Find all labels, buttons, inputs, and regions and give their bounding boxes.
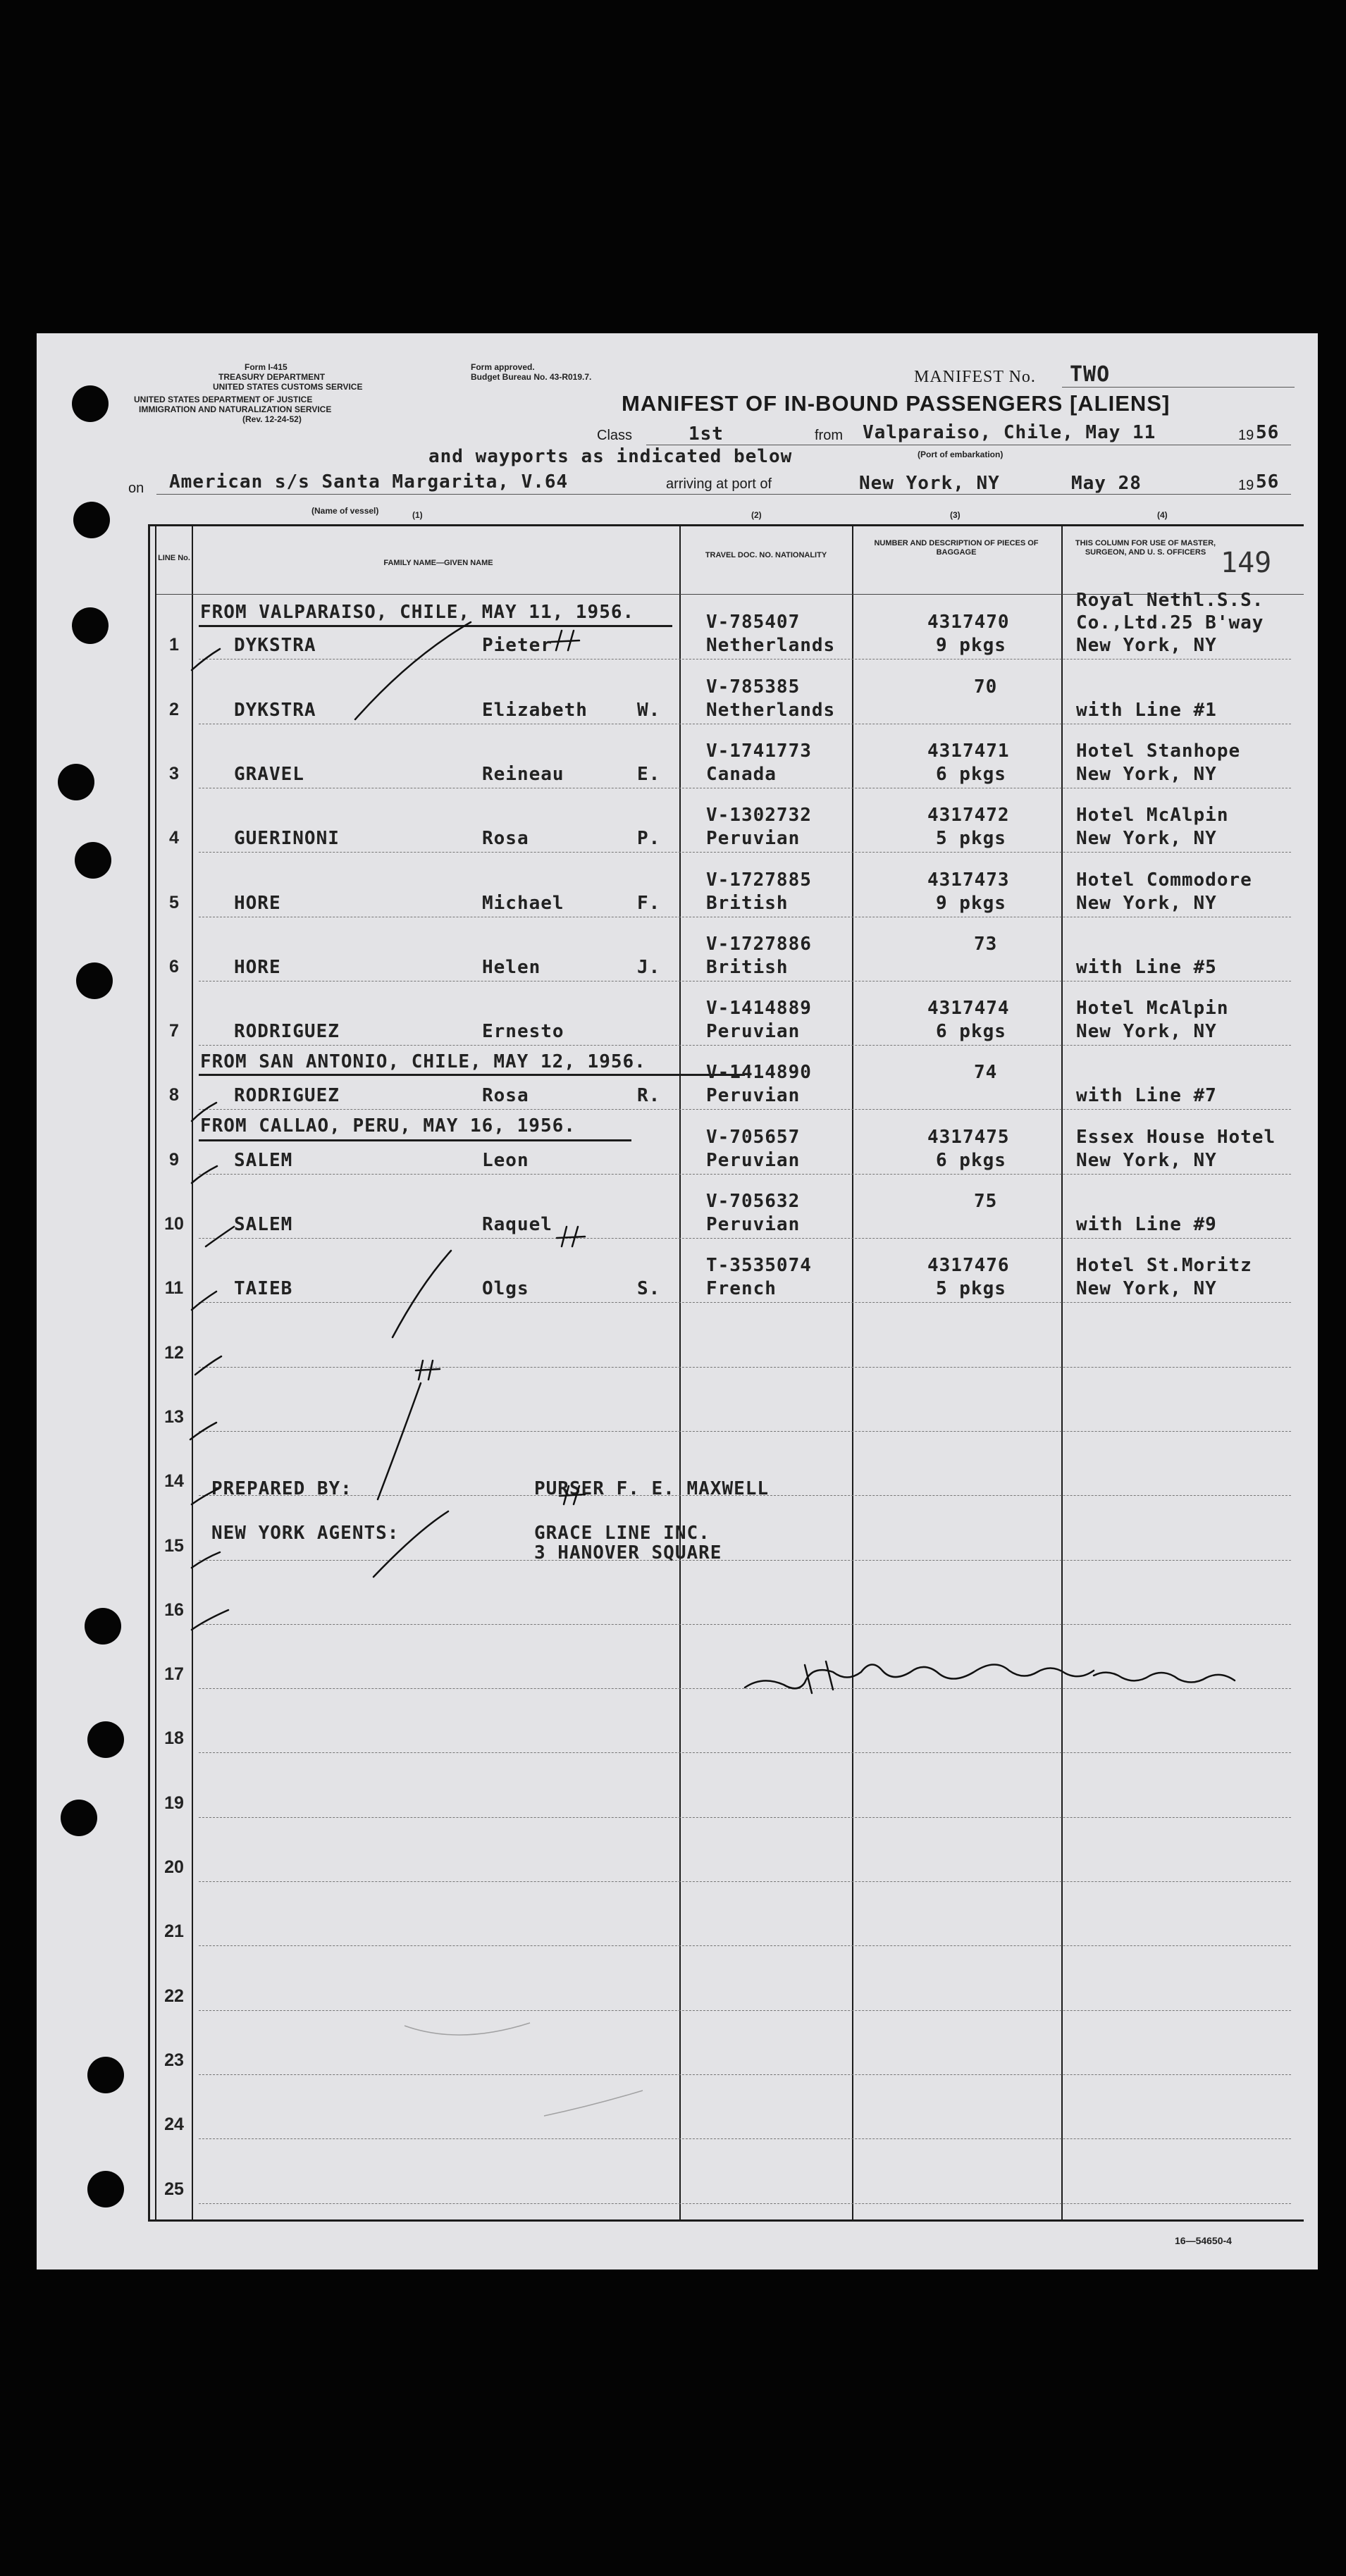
line-number: 9 [169, 1150, 179, 1170]
middle-initial: S. [637, 1278, 661, 1299]
line-number: 2 [169, 700, 179, 719]
remark-line-1: with Line #9 [1076, 1214, 1217, 1235]
travel-doc-number: V-785407 [706, 612, 801, 633]
nationality: Peruvian [706, 1021, 801, 1042]
vessel-name: American s/s Santa Margarita, V.64 [169, 471, 569, 493]
family-name: SALEM [234, 1214, 293, 1235]
port-of-embarkation: Valparaiso, Chile, May 11 [863, 422, 1156, 443]
prepared-by-value: PURSER F. E. MAXWELL [534, 1478, 770, 1499]
remark-line-2: New York, NY [1076, 828, 1217, 849]
header-officers: THIS COLUMN FOR USE OF MASTER, SURGEON, AND U. S. OFFICERS [1075, 539, 1216, 557]
col-2-number: (2) [751, 510, 762, 520]
nationality: Peruvian [706, 1085, 801, 1106]
from-year-prefix: 19 [1238, 428, 1254, 443]
nationality: British [706, 957, 789, 978]
remark-line-2: New York, NY [1076, 1278, 1217, 1299]
line-number: 1 [169, 635, 179, 655]
dept-customs: UNITED STATES CUSTOMS SERVICE [213, 382, 363, 392]
given-name: Michael [482, 893, 564, 914]
line-number: 4 [169, 828, 179, 848]
col-4-number: (4) [1157, 510, 1168, 520]
line-number: 22 [164, 1986, 184, 2006]
line-number: 7 [169, 1021, 179, 1041]
baggage-description: 9 pkgs [936, 635, 1006, 656]
given-name: Olgs [482, 1278, 529, 1299]
remark-line-1: Hotel Stanhope [1076, 741, 1241, 762]
baggage-number: 70 [974, 676, 998, 698]
nationality: French [706, 1278, 777, 1299]
baggage-number: 4317473 [927, 869, 1010, 891]
footer-form-code: 16—54650-4 [1175, 2235, 1232, 2246]
nationality: Peruvian [706, 1150, 801, 1171]
signature [745, 1661, 1235, 1693]
baggage-number: 4317476 [927, 1255, 1010, 1276]
family-name: SALEM [234, 1150, 293, 1171]
remark-line-2: Co.,Ltd.25 B'way [1076, 612, 1264, 633]
manifest-title: MANIFEST OF IN-BOUND PASSENGERS [ALIENS] [622, 391, 1171, 416]
col-1-number: (1) [412, 510, 423, 520]
baggage-number: 73 [974, 934, 998, 955]
arrival-date: May 28 [1071, 473, 1142, 494]
line-number: 19 [164, 1793, 184, 1813]
line-number: 3 [169, 764, 179, 784]
baggage-number: 4317475 [927, 1127, 1010, 1148]
header-line-no: LINE No. [158, 554, 190, 562]
given-name: Rosa [482, 828, 529, 849]
travel-doc-number: V-1302732 [706, 805, 812, 826]
line-number: 8 [169, 1085, 179, 1105]
middle-initial: E. [637, 764, 661, 785]
hash-pieter [551, 631, 579, 650]
travel-doc-number: V-1741773 [706, 741, 812, 762]
middle-initial: W. [637, 700, 661, 721]
dept-treasury: TREASURY DEPARTMENT [218, 372, 326, 382]
manifest-page [37, 333, 1318, 2270]
given-name: Pieter [482, 635, 552, 656]
line-number: 17 [164, 1664, 184, 1684]
baggage-description: 6 pkgs [936, 1150, 1006, 1171]
col-3-number: (3) [950, 510, 961, 520]
punch-hole [75, 842, 111, 879]
baggage-description: 5 pkgs [936, 1278, 1006, 1299]
family-name: HORE [234, 893, 281, 914]
prepared-by-label: PREPARED BY: [211, 1478, 352, 1499]
class-value: 1st [689, 423, 724, 445]
remark-line-2: New York, NY [1076, 764, 1217, 785]
arrival-year: 56 [1256, 471, 1280, 493]
punch-hole [85, 1608, 121, 1645]
section-header-callao: FROM CALLAO, PERU, MAY 16, 1956. [200, 1115, 576, 1137]
punch-hole [87, 1721, 124, 1758]
class-label: Class [597, 428, 633, 443]
form-number: Form I-415 [245, 362, 288, 372]
remark-line-1: with Line #1 [1076, 700, 1217, 721]
family-name: TAIEB [234, 1278, 293, 1299]
dept-immigration: IMMIGRATION AND NATURALIZATION SERVICE [139, 404, 332, 414]
punch-hole [58, 764, 94, 800]
punch-hole [87, 2171, 124, 2207]
manifest-number-label: MANIFEST No. [914, 368, 1036, 386]
handwritten-marks [37, 333, 1318, 2270]
line-number: 16 [164, 1600, 184, 1620]
agents-line-2: 3 HANOVER SQUARE [534, 1542, 722, 1563]
hash-ernesto [416, 1361, 440, 1380]
family-name: GUERINONI [234, 828, 340, 849]
check-mark-9 [192, 1489, 218, 1504]
given-name: Elizabeth [482, 700, 588, 721]
check-mark-7 [195, 1356, 221, 1375]
family-name: RODRIGUEZ [234, 1021, 340, 1042]
given-name: Helen [482, 957, 541, 978]
remark-line-1: Hotel St.Moritz [1076, 1255, 1252, 1276]
hash-michael [557, 1227, 585, 1246]
remark-line-2: New York, NY [1076, 893, 1217, 914]
section-header-valparaiso: FROM VALPARAISO, CHILE, MAY 11, 1956. [200, 602, 635, 623]
punch-hole [87, 2057, 124, 2093]
check-mark-6 [192, 1292, 216, 1310]
family-name: DYKSTRA [234, 635, 316, 656]
section-header-san-antonio: FROM SAN ANTONIO, CHILE, MAY 12, 1956. [200, 1051, 646, 1072]
baggage-number: 75 [974, 1191, 998, 1212]
middle-initial: R. [637, 1085, 661, 1106]
punch-hole [76, 962, 113, 999]
remark-line-1: Hotel McAlpin [1076, 998, 1229, 1019]
travel-doc-number: V-1727885 [706, 869, 812, 891]
baggage-description: 5 pkgs [936, 828, 1006, 849]
travel-doc-number: V-705657 [706, 1127, 801, 1148]
given-name: Reineau [482, 764, 564, 785]
family-name: DYKSTRA [234, 700, 316, 721]
check-mark-5 [206, 1227, 234, 1246]
arrival-year-prefix: 19 [1238, 478, 1254, 493]
header-baggage: NUMBER AND DESCRIPTION OF PIECES OF BAGGAGE [874, 539, 1039, 557]
line-number: 13 [164, 1407, 184, 1427]
from-year: 56 [1256, 422, 1280, 443]
faint-mark-2 [544, 2091, 643, 2116]
faint-mark-1 [405, 2023, 530, 2035]
remark-line-2: New York, NY [1076, 1021, 1217, 1042]
line-number: 10 [164, 1214, 184, 1234]
check-mark-1 [192, 649, 220, 670]
agents-line-1: GRACE LINE INC. [534, 1523, 710, 1544]
baggage-description: 9 pkgs [936, 893, 1006, 914]
line-number: 11 [164, 1278, 184, 1298]
slash-hore [393, 1251, 451, 1337]
given-name: Raquel [482, 1214, 552, 1235]
hash-leon [560, 1486, 585, 1504]
family-name: HORE [234, 957, 281, 978]
on-label: on [128, 481, 144, 496]
check-mark-3 [192, 1103, 216, 1121]
given-name: Ernesto [482, 1021, 564, 1042]
middle-initial: J. [637, 957, 661, 978]
travel-doc-number: V-1414890 [706, 1062, 812, 1083]
budget-bureau: Budget Bureau No. 43-R019.7. [471, 372, 592, 382]
form-approved: Form approved. [471, 362, 535, 372]
family-name: GRAVEL [234, 764, 304, 785]
remark-line-1: Royal Nethl.S.S. [1076, 590, 1264, 611]
line-number: 23 [164, 2050, 184, 2070]
line-number: 24 [164, 2114, 184, 2134]
remark-line-1: Hotel Commodore [1076, 869, 1252, 891]
nationality: Netherlands [706, 700, 836, 721]
line-number: 25 [164, 2179, 184, 2199]
check-mark-4 [192, 1166, 217, 1183]
remark-line-1: with Line #5 [1076, 957, 1217, 978]
vessel-name-note: (Name of vessel) [311, 506, 379, 516]
punch-hole [72, 385, 109, 422]
line-number: 21 [164, 1921, 184, 1941]
nationality: Netherlands [706, 635, 836, 656]
nationality: Peruvian [706, 828, 801, 849]
baggage-number: 4317472 [927, 805, 1010, 826]
middle-initial: P. [637, 828, 661, 849]
given-name: Leon [482, 1150, 529, 1171]
slash-salem [373, 1511, 448, 1577]
line-number: 15 [164, 1536, 184, 1556]
travel-doc-number: V-1727886 [706, 934, 812, 955]
remark-line-1: with Line #7 [1076, 1085, 1217, 1106]
slash-dykstra [355, 622, 471, 719]
remark-line-1: Hotel McAlpin [1076, 805, 1229, 826]
punch-hole [72, 607, 109, 644]
remark-line-2: New York, NY [1076, 1150, 1217, 1171]
nationality: British [706, 893, 789, 914]
arrival-port: New York, NY [859, 473, 1000, 494]
arriving-label: arriving at port of [666, 476, 772, 492]
travel-doc-number: V-705632 [706, 1191, 801, 1212]
baggage-number: 4317470 [927, 612, 1010, 633]
travel-doc-number: V-785385 [706, 676, 801, 698]
line-number: 6 [169, 957, 179, 977]
from-label: from [815, 428, 843, 443]
slash-rodriguez [378, 1383, 421, 1499]
remark-line-3: New York, NY [1076, 635, 1217, 656]
given-name: Rosa [482, 1085, 529, 1106]
check-mark-8 [190, 1423, 216, 1439]
line-number: 20 [164, 1857, 184, 1877]
header-travel-doc: TRAVEL DOC. NO. NATIONALITY [705, 551, 827, 559]
baggage-description: 6 pkgs [936, 764, 1006, 785]
port-embarkation-note: (Port of embarkation) [918, 450, 1004, 459]
nationality: Peruvian [706, 1214, 801, 1235]
manifest-number-value: TWO [1070, 362, 1111, 387]
baggage-number: 4317474 [927, 998, 1010, 1019]
punch-hole [73, 502, 110, 538]
line-number: 18 [164, 1728, 184, 1748]
baggage-description: 6 pkgs [936, 1021, 1006, 1042]
wayports-text: and wayports as indicated below [428, 446, 793, 467]
line-number: 12 [164, 1343, 184, 1363]
punch-hole [61, 1800, 97, 1836]
page-number: 149 [1221, 547, 1272, 579]
line-number: 14 [164, 1471, 184, 1491]
family-name: RODRIGUEZ [234, 1085, 340, 1106]
line-number: 5 [169, 893, 179, 912]
check-mark-10 [192, 1552, 220, 1568]
travel-doc-number: T-3535074 [706, 1255, 812, 1276]
dept-justice: UNITED STATES DEPARTMENT OF JUSTICE [134, 395, 313, 404]
middle-initial: F. [637, 893, 661, 914]
check-mark-11 [192, 1610, 228, 1630]
remark-line-1: Essex House Hotel [1076, 1127, 1276, 1148]
travel-doc-number: V-1414889 [706, 998, 812, 1019]
baggage-number: 74 [974, 1062, 998, 1083]
header-family-name: FAMILY NAME—GIVEN NAME [383, 559, 493, 567]
nationality: Canada [706, 764, 777, 785]
form-revision: (Rev. 12-24-52) [242, 414, 302, 424]
agents-label: NEW YORK AGENTS: [211, 1523, 400, 1544]
baggage-number: 4317471 [927, 741, 1010, 762]
